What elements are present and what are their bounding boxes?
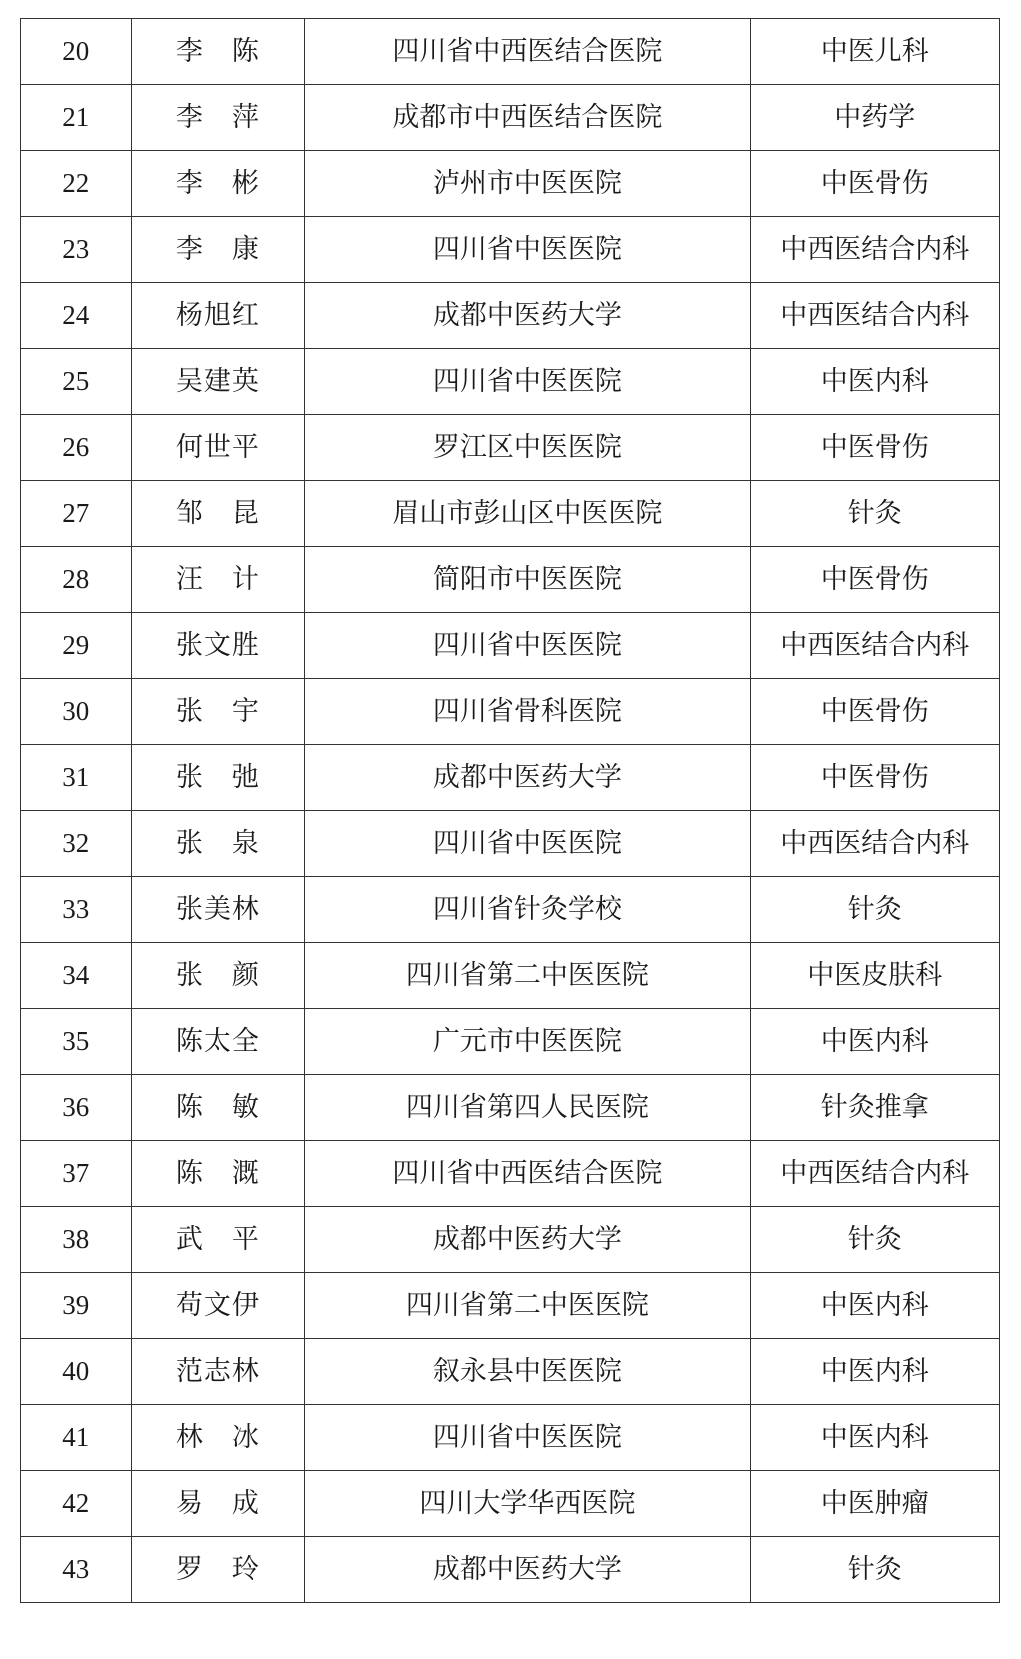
specialty: 针灸	[750, 1207, 1000, 1273]
row-number: 21	[21, 85, 132, 151]
specialty: 中医内科	[750, 1405, 1000, 1471]
specialty: 针灸	[750, 877, 1000, 943]
table-row	[21, 547, 1000, 613]
person-name: 陈 溉	[131, 1141, 305, 1207]
person-name: 林 冰	[131, 1405, 305, 1471]
row-number: 35	[21, 1009, 132, 1075]
row-number: 38	[21, 1207, 132, 1273]
table-row	[21, 85, 1000, 151]
specialty: 中医内科	[750, 349, 1000, 415]
person-name: 陈太全	[131, 1009, 305, 1075]
specialty: 中医骨伤	[750, 679, 1000, 745]
table-row	[21, 1537, 1000, 1603]
row-number: 36	[21, 1075, 132, 1141]
specialty: 针灸	[750, 1537, 1000, 1603]
row-number: 29	[21, 613, 132, 679]
person-name: 张 宇	[131, 679, 305, 745]
work-unit: 四川省骨科医院	[305, 679, 750, 745]
row-number: 25	[21, 349, 132, 415]
specialty: 中医皮肤科	[750, 943, 1000, 1009]
row-number: 23	[21, 217, 132, 283]
table-row	[21, 877, 1000, 943]
work-unit: 眉山市彭山区中医医院	[305, 481, 750, 547]
specialty: 针灸推拿	[750, 1075, 1000, 1141]
row-number: 20	[21, 19, 132, 85]
row-number: 40	[21, 1339, 132, 1405]
work-unit: 叙永县中医医院	[305, 1339, 750, 1405]
work-unit: 四川省第二中医医院	[305, 1273, 750, 1339]
table-row	[21, 943, 1000, 1009]
specialty: 中西医结合内科	[750, 613, 1000, 679]
row-number: 41	[21, 1405, 132, 1471]
table-row	[21, 1471, 1000, 1537]
work-unit: 广元市中医医院	[305, 1009, 750, 1075]
table-row	[21, 415, 1000, 481]
specialty: 中医骨伤	[750, 151, 1000, 217]
work-unit: 成都中医药大学	[305, 745, 750, 811]
person-name: 苟文伊	[131, 1273, 305, 1339]
row-number: 28	[21, 547, 132, 613]
work-unit: 四川省中医医院	[305, 613, 750, 679]
person-name: 杨旭红	[131, 283, 305, 349]
table-row	[21, 481, 1000, 547]
person-name: 李 康	[131, 217, 305, 283]
person-name: 汪 计	[131, 547, 305, 613]
work-unit: 四川省第四人民医院	[305, 1075, 750, 1141]
row-number: 31	[21, 745, 132, 811]
work-unit: 四川省中西医结合医院	[305, 1141, 750, 1207]
work-unit: 四川省第二中医医院	[305, 943, 750, 1009]
person-name: 张文胜	[131, 613, 305, 679]
person-name: 李 陈	[131, 19, 305, 85]
row-number: 39	[21, 1273, 132, 1339]
table-row	[21, 1141, 1000, 1207]
work-unit: 四川省中西医结合医院	[305, 19, 750, 85]
specialty: 中医骨伤	[750, 547, 1000, 613]
specialty: 中西医结合内科	[750, 811, 1000, 877]
row-number: 42	[21, 1471, 132, 1537]
person-name: 易 成	[131, 1471, 305, 1537]
row-number: 22	[21, 151, 132, 217]
work-unit: 成都中医药大学	[305, 283, 750, 349]
row-number: 30	[21, 679, 132, 745]
person-name: 陈 敏	[131, 1075, 305, 1141]
specialty: 中药学	[750, 85, 1000, 151]
table-row	[21, 217, 1000, 283]
work-unit: 成都市中西医结合医院	[305, 85, 750, 151]
table-row	[21, 679, 1000, 745]
roster-table	[20, 18, 1000, 1603]
table-row	[21, 1009, 1000, 1075]
specialty: 中医儿科	[750, 19, 1000, 85]
row-number: 34	[21, 943, 132, 1009]
person-name: 邹 昆	[131, 481, 305, 547]
person-name: 李 彬	[131, 151, 305, 217]
person-name: 何世平	[131, 415, 305, 481]
person-name: 张 弛	[131, 745, 305, 811]
table-row	[21, 1273, 1000, 1339]
row-number: 33	[21, 877, 132, 943]
work-unit: 四川省中医医院	[305, 217, 750, 283]
specialty: 中医内科	[750, 1009, 1000, 1075]
roster-table-body	[21, 19, 1000, 1603]
work-unit: 成都中医药大学	[305, 1207, 750, 1273]
work-unit: 四川省中医医院	[305, 349, 750, 415]
table-row	[21, 1207, 1000, 1273]
table-row	[21, 19, 1000, 85]
work-unit: 四川省针灸学校	[305, 877, 750, 943]
work-unit: 四川省中医医院	[305, 811, 750, 877]
row-number: 32	[21, 811, 132, 877]
specialty: 中医内科	[750, 1273, 1000, 1339]
person-name: 罗 玲	[131, 1537, 305, 1603]
person-name: 张美林	[131, 877, 305, 943]
table-row	[21, 613, 1000, 679]
work-unit: 四川省中医医院	[305, 1405, 750, 1471]
row-number: 26	[21, 415, 132, 481]
work-unit: 泸州市中医医院	[305, 151, 750, 217]
specialty: 中医肿瘤	[750, 1471, 1000, 1537]
specialty: 中医骨伤	[750, 745, 1000, 811]
specialty: 中西医结合内科	[750, 217, 1000, 283]
table-row	[21, 349, 1000, 415]
table-row	[21, 745, 1000, 811]
person-name: 张 泉	[131, 811, 305, 877]
row-number: 27	[21, 481, 132, 547]
table-row	[21, 1075, 1000, 1141]
specialty: 中西医结合内科	[750, 1141, 1000, 1207]
table-row	[21, 151, 1000, 217]
person-name: 张 颜	[131, 943, 305, 1009]
row-number: 37	[21, 1141, 132, 1207]
person-name: 范志林	[131, 1339, 305, 1405]
table-row	[21, 1405, 1000, 1471]
specialty: 针灸	[750, 481, 1000, 547]
work-unit: 成都中医药大学	[305, 1537, 750, 1603]
table-row	[21, 283, 1000, 349]
specialty: 中西医结合内科	[750, 283, 1000, 349]
work-unit: 罗江区中医医院	[305, 415, 750, 481]
specialty: 中医骨伤	[750, 415, 1000, 481]
specialty: 中医内科	[750, 1339, 1000, 1405]
table-row	[21, 811, 1000, 877]
person-name: 吴建英	[131, 349, 305, 415]
row-number: 43	[21, 1537, 132, 1603]
person-name: 武 平	[131, 1207, 305, 1273]
work-unit: 四川大学华西医院	[305, 1471, 750, 1537]
table-row	[21, 1339, 1000, 1405]
row-number: 24	[21, 283, 132, 349]
work-unit: 简阳市中医医院	[305, 547, 750, 613]
person-name: 李 萍	[131, 85, 305, 151]
